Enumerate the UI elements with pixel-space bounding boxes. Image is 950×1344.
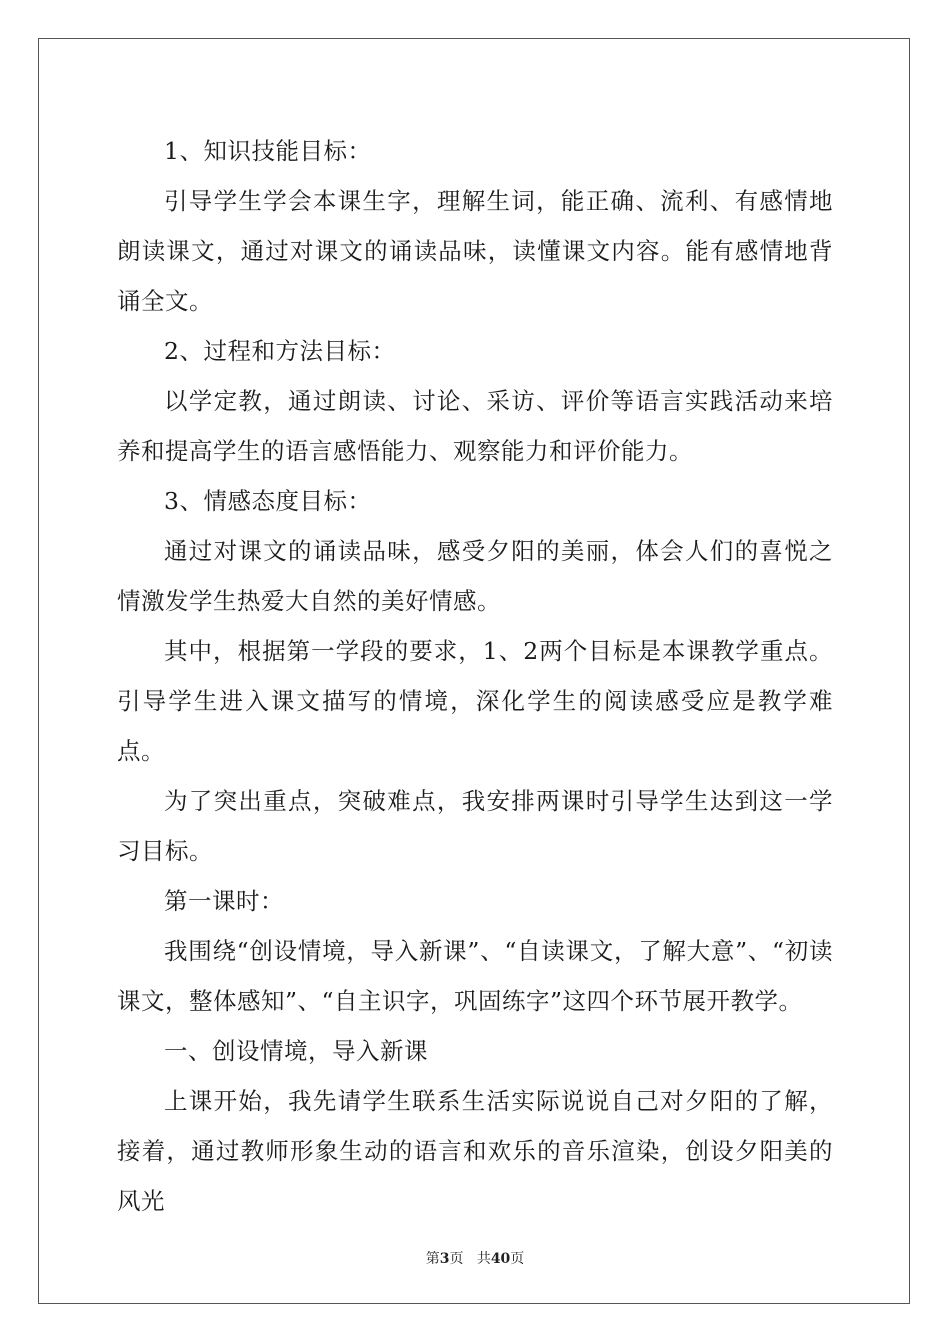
heading-emotion-goal: 3、情感态度目标：	[164, 487, 372, 515]
heading-first-lesson: 第一课时：	[164, 887, 284, 915]
page-footer	[0, 1248, 950, 1268]
page-suffix: 页	[449, 1251, 464, 1267]
heading-step-one: 一、创设情境，导入新课	[164, 1037, 428, 1065]
page-prefix: 第	[425, 1251, 440, 1267]
total-pages: 40	[490, 1251, 511, 1267]
paragraph-process-goal: 以学定教，通过朗读、讨论、采访、评价等语言实践活动来培养和提高学生的语言感悟能力、观察能力和评价能力。	[117, 387, 833, 465]
document-body	[117, 126, 833, 1226]
page-number: 3	[439, 1251, 450, 1267]
total-prefix: 共	[476, 1251, 491, 1267]
paragraph-arrangement: 为了突出重点，突破难点，我安排两课时引导学生达到这一学习目标。	[117, 787, 833, 865]
paragraph-key-points: 其中，根据第一学段的要求，1、2两个目标是本课教学重点。引导学生进入课文描写的情境，深化学生的阅读感受应是教学难点。	[117, 637, 833, 765]
paragraph-step-one: 上课开始，我先请学生联系生活实际说说自己对夕阳的了解，接着，通过教师形象生动的语言和欢乐的音乐渲染，创设夕阳美的风光	[117, 1087, 833, 1215]
paragraph-knowledge-goal: 引导学生学会本课生字，理解生词，能正确、流利、有感情地朗读课文，通过对课文的诵读品味，读懂课文内容。能有感情地背诵全文。	[117, 187, 833, 315]
heading-process-goal: 2、过程和方法目标：	[164, 337, 396, 365]
total-suffix: 页	[510, 1251, 525, 1267]
heading-knowledge-goal: 1、知识技能目标：	[164, 137, 372, 165]
paragraph-emotion-goal: 通过对课文的诵读品味，感受夕阳的美丽，体会人们的喜悦之情激发学生热爱大自然的美好情感。	[117, 537, 833, 615]
paragraph-four-steps: 我围绕“创设情境，导入新课”、“自读课文，了解大意”、“初读课文，整体感知”、“自主识字，巩固练字”这四个环节展开教学。	[117, 937, 833, 1015]
